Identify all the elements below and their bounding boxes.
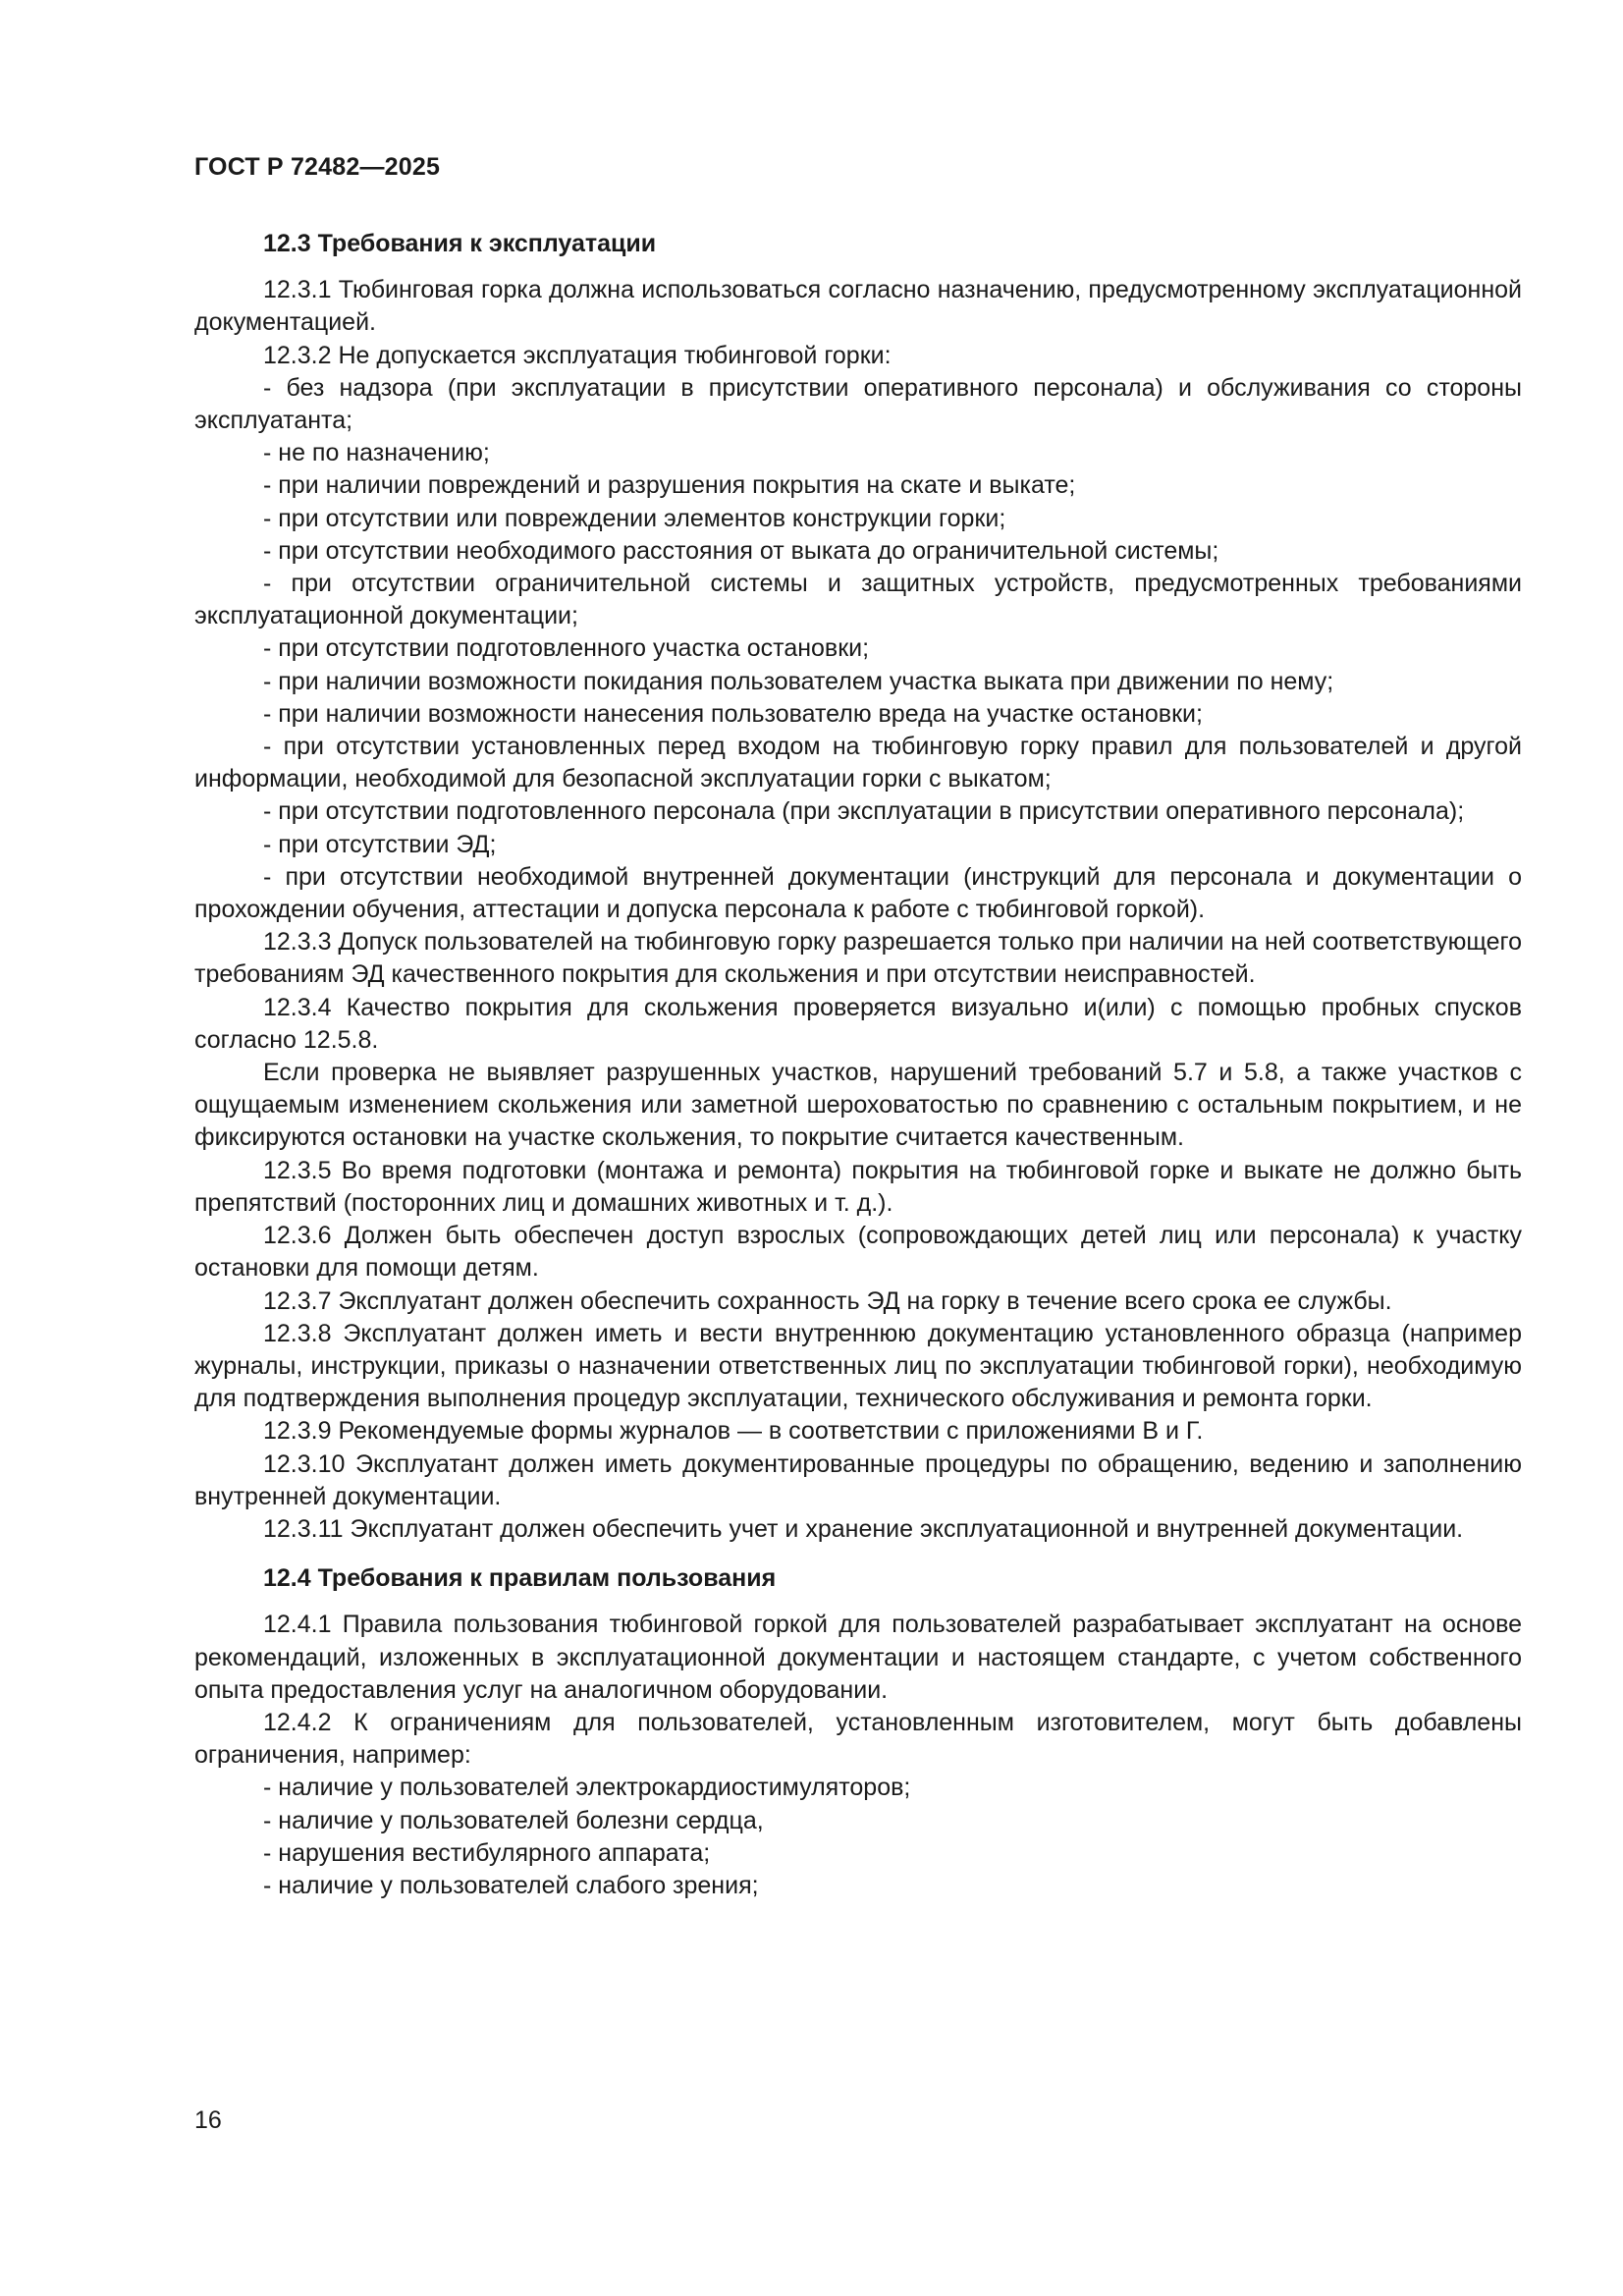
- list-item: - наличие у пользователей болезни сердца,: [263, 1806, 764, 1834]
- list-item: - не по назначению;: [263, 439, 490, 467]
- list-item: - наличие у пользователей слабого зрения;: [263, 1871, 759, 1899]
- section-heading-12-4: 12.4 Требования к правилам пользования: [263, 1564, 777, 1593]
- paragraph: 12.3.4 Качество покрытия для скольжения проверяется визуально и(или) с помощью пробных спусков согласно 12.5.8.: [194, 993, 1522, 1054]
- paragraph: 12.3.10 Эксплуатант должен иметь документированные процедуры по обращению, ведению и заполнению внутренней документации.: [194, 1449, 1522, 1510]
- list-item: - при наличии возможности покидания пользователем участка выката при движении по нему;: [263, 667, 1334, 695]
- paragraph: 12.3.6 Должен быть обеспечен доступ взрослых (сопровождающих детей лиц или персонала) к участку остановки для помощи детям.: [194, 1222, 1522, 1283]
- list-item: - при наличии возможности нанесения пользователю вреда на участке остановки;: [263, 699, 1203, 728]
- paragraph: 12.3.1 Тюбинговая горка должна использоваться согласно назначению, предусмотренному эксплуатационной документацией.: [194, 276, 1522, 337]
- list-item: - при отсутствии ЭД;: [263, 830, 497, 858]
- paragraph: 12.3.2 Не допускается эксплуатация тюбинговой горки:: [263, 341, 892, 369]
- section-12-4-paragraphs: [194, 1609, 1522, 1902]
- paragraph: 12.3.9 Рекомендуемые формы журналов — в соответствии с приложениями В и Г.: [263, 1417, 1204, 1446]
- list-item: - при наличии повреждений и разрушения покрытия на скате и выкате;: [263, 471, 1076, 500]
- paragraph: Если проверка не выявляет разрушенных участков, нарушений требований 5.7 и 5.8, а также участков с ощущаемым изменением скольжения или заметной шероховатостью по сравнению с остальным покрытием, и не фиксируются остановки на участке скольжения, то покрытие считается качественным.: [194, 1059, 1522, 1152]
- list-item: - при отсутствии необходимого расстояния от выката до ограничительной системы;: [263, 536, 1219, 565]
- list-item: - без надзора (при эксплуатации в присутствии оперативного персонала) и обслуживания со стороны эксплуатанта;: [194, 373, 1522, 435]
- paragraph: 12.3.5 Во время подготовки (монтажа и ремонта) покрытия на тюбинговой горке и выкате не должно быть препятствий (посторонних лиц и домашних животных и т. д.).: [194, 1156, 1522, 1217]
- paragraph: 12.4.2 К ограничениям для пользователей, установленным изготовителем, могут быть добавлены ограничения, например:: [194, 1708, 1522, 1770]
- paragraph: 12.4.1 Правила пользования тюбинговой горкой для пользователей разрабатывает эксплуатант на основе рекомендаций, изложенных в эксплуатационной документации и настоящем стандарте, с учетом собственного опыта предоставления услуг на аналогичном оборудовании.: [194, 1611, 1522, 1704]
- paragraph: 12.3.8 Эксплуатант должен иметь и вести внутреннюю документацию установленного образца (например журналы, инструкции, приказы о назначении ответственных лиц по эксплуатации тюбинговой горки), необходимую для подтверждения выполнения процедур эксплуатации, технического обслуживания и ремонта горки.: [194, 1319, 1522, 1413]
- list-item: - наличие у пользователей электрокардиостимуляторов;: [263, 1774, 911, 1802]
- list-item: - при отсутствии подготовленного участка остановки;: [263, 634, 870, 663]
- page-number: 16: [194, 2106, 222, 2134]
- list-item: - при отсутствии ограничительной системы и защитных устройств, предусмотренных требованиями эксплуатационной документации;: [194, 570, 1522, 630]
- section-12-3-paragraphs: [194, 274, 1522, 1546]
- document-code-header: ГОСТ Р 72482—2025: [194, 153, 441, 181]
- list-item: - нарушения вестибулярного аппарата;: [263, 1838, 711, 1867]
- list-item: - при отсутствии необходимой внутренней документации (инструкций для персонала и документации о прохождении обучения, аттестации и допуска персонала к работе с тюбинговой горкой).: [194, 862, 1522, 924]
- paragraph: 12.3.11 Эксплуатант должен обеспечить учет и хранение эксплуатационной и внутренней документации.: [263, 1514, 1464, 1543]
- document-body: [194, 228, 1522, 1902]
- list-item: - при отсутствии установленных перед входом на тюбинговую горку правил для пользователей и другой информации, необходимой для безопасной эксплуатации горки с выкатом;: [194, 733, 1522, 793]
- paragraph: 12.3.7 Эксплуатант должен обеспечить сохранность ЭД на горку в течение всего срока ее службы.: [263, 1286, 1392, 1315]
- list-item: - при отсутствии подготовленного персонала (при эксплуатации в присутствии оперативного персонала);: [263, 797, 1465, 826]
- list-item: - при отсутствии или повреждении элементов конструкции горки;: [263, 504, 1006, 532]
- section-heading-12-3: 12.3 Требования к эксплуатации: [263, 230, 657, 257]
- paragraph: 12.3.3 Допуск пользователей на тюбинговую горку разрешается только при наличии на ней соответствующего требованиям ЭД качественного покрытия для скольжения и при отсутствии неисправностей.: [194, 928, 1522, 989]
